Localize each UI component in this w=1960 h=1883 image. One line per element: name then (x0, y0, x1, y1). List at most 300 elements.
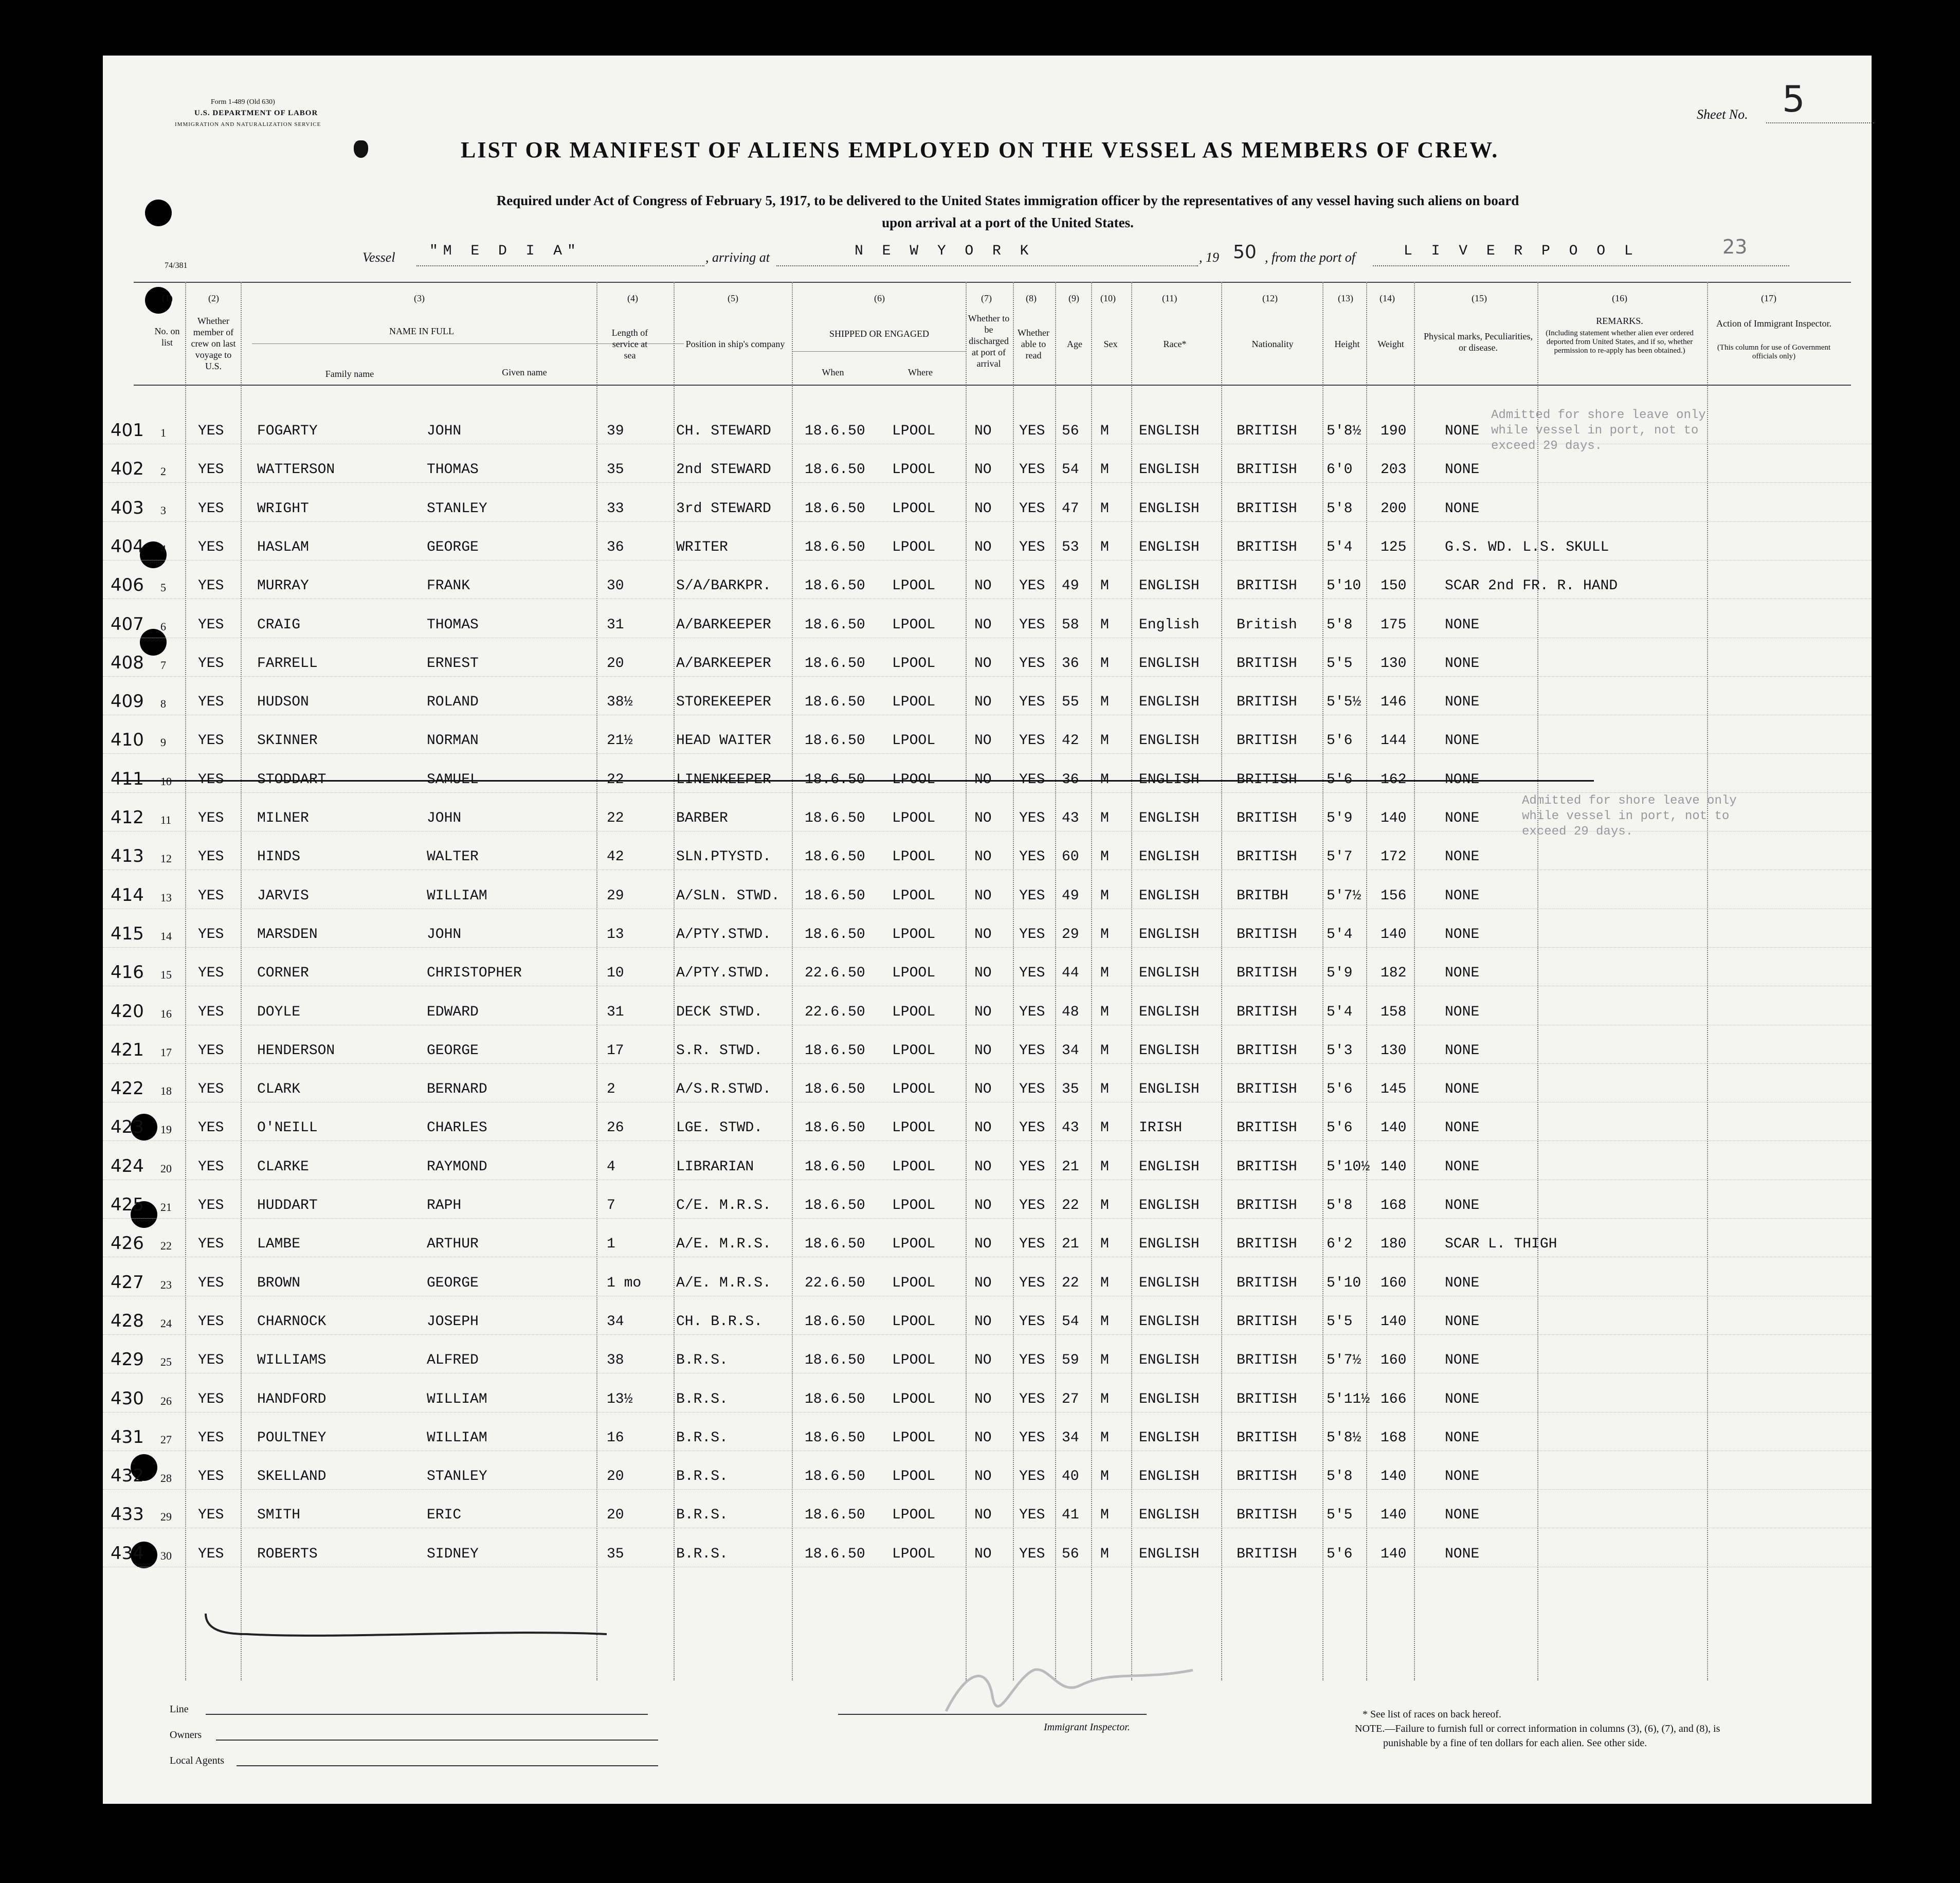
marks-cell: NONE (1445, 1507, 1480, 1524)
age-cell: 56 (1062, 423, 1079, 439)
where-cell: LPOOL (892, 1120, 936, 1136)
list-number: 18 (160, 1084, 172, 1098)
marks-cell: NONE (1445, 733, 1480, 749)
marks-cell: NONE (1445, 1391, 1480, 1407)
where-cell: LPOOL (892, 810, 936, 826)
when-cell: 18.6.50 (805, 1158, 865, 1175)
height-cell: 5'3 (1327, 1042, 1353, 1059)
sex-cell: M (1100, 617, 1109, 633)
position-cell: B.R.S. (676, 1352, 728, 1369)
service-cell: 17 (607, 1042, 624, 1059)
position-cell: HEAD WAITER (676, 733, 771, 749)
height-cell: 5'4 (1327, 539, 1353, 555)
marks-cell: NONE (1445, 1042, 1480, 1059)
list-number: 3 (160, 503, 166, 517)
manifest-sheet (103, 56, 1872, 1804)
weight-cell: 180 (1381, 1236, 1407, 1253)
position-cell: S/A/BARKPR. (676, 578, 771, 594)
sex-cell: M (1100, 1429, 1109, 1446)
list-number: 1 (160, 426, 166, 439)
line-number: 429 (111, 1349, 144, 1370)
weight-cell: 150 (1381, 578, 1407, 594)
family-cell: FOGARTY (257, 423, 318, 439)
nat-cell: BRITISH (1237, 655, 1297, 672)
col-num-1: (1) (162, 293, 173, 303)
col-header-remarks: REMARKS. (1596, 316, 1643, 326)
when-cell: 18.6.50 (805, 500, 865, 517)
marks-cell: NONE (1445, 1158, 1480, 1175)
col-num-8: (8) (1026, 293, 1037, 303)
marks-cell: NONE (1445, 462, 1480, 478)
given-cell: CHRISTOPHER (427, 965, 522, 982)
weight-cell: 140 (1381, 1313, 1407, 1330)
previous-voyage-cell: YES (198, 1507, 224, 1524)
disch-cell: NO (974, 888, 992, 904)
family-cell: DOYLE (257, 1004, 301, 1020)
height-cell: 5'7½ (1327, 1352, 1362, 1369)
disch-cell: NO (974, 1469, 992, 1485)
marks-cell: NONE (1445, 1081, 1480, 1098)
sex-cell: M (1100, 733, 1109, 749)
when-cell: 18.6.50 (805, 1236, 865, 1253)
line-number: 411 (111, 768, 144, 789)
disch-cell: NO (974, 771, 992, 788)
age-cell: 36 (1062, 771, 1079, 788)
sheet-number: 5 (1782, 78, 1805, 120)
service-cell: 16 (607, 1429, 624, 1446)
nat-cell: BRITISH (1237, 1313, 1297, 1330)
owners-label: Owners (170, 1729, 202, 1741)
disch-cell: NO (974, 500, 992, 517)
read-cell: YES (1019, 965, 1045, 982)
read-cell: YES (1019, 1546, 1045, 1562)
sex-cell: M (1100, 694, 1109, 711)
height-cell: 5'6 (1327, 1120, 1353, 1136)
marks-cell: SCAR L. THIGH (1445, 1236, 1557, 1253)
marks-cell: G.S. WD. L.S. SKULL (1445, 539, 1609, 555)
sex-cell: M (1100, 462, 1109, 478)
line-number: 410 (111, 730, 144, 751)
when-cell: 22.6.50 (805, 1275, 865, 1291)
previous-voyage-cell: YES (198, 617, 224, 633)
service-cell: 30 (607, 578, 624, 594)
col-num-9: (9) (1068, 293, 1079, 303)
age-cell: 43 (1062, 810, 1079, 826)
col-num-15: (15) (1472, 293, 1487, 303)
col-num-12: (12) (1262, 293, 1278, 303)
races-note: * See list of races on back hereof. (1363, 1709, 1501, 1720)
family-cell: O'NEILL (257, 1120, 318, 1136)
col-header-read: Whether able to read (1018, 328, 1049, 360)
when-cell: 18.6.50 (805, 655, 865, 672)
where-cell: LPOOL (892, 1004, 936, 1020)
year-suffix: 50 (1233, 242, 1257, 263)
col-header-inspector-action: Action of Immigrant Inspector. (1716, 318, 1831, 329)
given-cell: JOHN (427, 810, 462, 826)
age-cell: 48 (1062, 1004, 1079, 1020)
list-number: 16 (160, 1007, 172, 1020)
nat-cell: BRITISH (1237, 771, 1297, 788)
sex-cell: M (1100, 1198, 1109, 1214)
marks-cell: NONE (1445, 1469, 1480, 1485)
list-number: 9 (160, 736, 166, 749)
family-cell: WRIGHT (257, 500, 309, 517)
shore-leave-stamp: Admitted for shore leave only while vessel in port, not to exceed 29 days. (1491, 408, 1706, 453)
col-num-7: (7) (981, 293, 992, 303)
marks-cell: NONE (1445, 1275, 1480, 1291)
given-cell: STANLEY (427, 500, 487, 517)
col-num-11: (11) (1162, 293, 1177, 303)
service-cell: 4 (607, 1158, 615, 1175)
weight-cell: 145 (1381, 1081, 1407, 1098)
height-cell: 5'7½ (1327, 888, 1362, 904)
list-number: 30 (160, 1549, 172, 1562)
col-header-race: Race* (1163, 339, 1187, 349)
height-cell: 5'8 (1327, 617, 1353, 633)
line-number: 430 (111, 1388, 144, 1409)
read-cell: YES (1019, 1042, 1045, 1059)
given-cell: ERNEST (427, 655, 479, 672)
position-cell: 3rd STEWARD (676, 500, 771, 517)
nat-cell: BRITISH (1237, 500, 1297, 517)
family-cell: ROBERTS (257, 1546, 318, 1562)
age-cell: 56 (1062, 1546, 1079, 1562)
given-cell: ROLAND (427, 694, 479, 711)
age-cell: 54 (1062, 1313, 1079, 1330)
given-cell: WILLIAM (427, 1429, 487, 1446)
service-cell: 13½ (607, 1391, 633, 1407)
list-number: 10 (160, 774, 172, 788)
weight-cell: 146 (1381, 694, 1407, 711)
when-cell: 18.6.50 (805, 1429, 865, 1446)
family-cell: WATTERSON (257, 462, 335, 478)
family-cell: MARSDEN (257, 926, 318, 943)
where-cell: LPOOL (892, 1275, 936, 1291)
list-number: 24 (160, 1316, 172, 1330)
previous-voyage-cell: YES (198, 733, 224, 749)
nat-cell: BRITISH (1237, 1391, 1297, 1407)
race-cell: ENGLISH (1139, 771, 1200, 788)
where-cell: LPOOL (892, 965, 936, 982)
where-cell: LPOOL (892, 1469, 936, 1485)
read-cell: YES (1019, 1429, 1045, 1446)
previous-voyage-cell: YES (198, 965, 224, 982)
read-cell: YES (1019, 888, 1045, 904)
height-cell: 5'4 (1327, 926, 1353, 943)
height-cell: 5'5½ (1327, 694, 1362, 711)
read-cell: YES (1019, 1275, 1045, 1291)
previous-voyage-cell: YES (198, 1352, 224, 1369)
service-cell: 35 (607, 462, 624, 478)
read-cell: YES (1019, 1236, 1045, 1253)
line-number: 414 (111, 884, 144, 906)
year-prefix: , 19 (1199, 250, 1219, 265)
previous-voyage-cell: YES (198, 1546, 224, 1562)
previous-voyage-cell: YES (198, 1469, 224, 1485)
disch-cell: NO (974, 1507, 992, 1524)
when-cell: 18.6.50 (805, 1507, 865, 1524)
when-cell: 18.6.50 (805, 578, 865, 594)
col-num-10: (10) (1100, 293, 1116, 303)
list-number: 4 (160, 542, 166, 555)
sex-cell: M (1100, 655, 1109, 672)
height-cell: 5'10½ (1327, 1158, 1370, 1175)
given-cell: SIDNEY (427, 1546, 479, 1562)
list-number: 28 (160, 1472, 172, 1485)
height-cell: 5'10 (1327, 1275, 1362, 1291)
where-cell: LPOOL (892, 888, 936, 904)
disch-cell: NO (974, 849, 992, 865)
disch-cell: NO (974, 1004, 992, 1020)
position-cell: A/E. M.R.S. (676, 1275, 771, 1291)
age-cell: 59 (1062, 1352, 1079, 1369)
position-cell: B.R.S. (676, 1469, 728, 1485)
family-cell: LAMBE (257, 1236, 301, 1253)
col-num-16: (16) (1612, 293, 1627, 303)
nat-cell: BRITISH (1237, 1469, 1297, 1485)
weight-cell: 158 (1381, 1004, 1407, 1020)
disch-cell: NO (974, 1391, 992, 1407)
position-cell: A/E. M.R.S. (676, 1236, 771, 1253)
when-cell: 18.6.50 (805, 733, 865, 749)
position-cell: S.R. STWD. (676, 1042, 763, 1059)
family-cell: HANDFORD (257, 1391, 326, 1407)
list-number: 27 (160, 1433, 172, 1446)
age-cell: 43 (1062, 1120, 1079, 1136)
family-cell: STODDART (257, 771, 326, 788)
requirement-line-2: upon arrival at a port of the United States. (882, 215, 1134, 230)
weight-cell: 175 (1381, 617, 1407, 633)
disch-cell: NO (974, 1198, 992, 1214)
given-cell: ARTHUR (427, 1236, 479, 1253)
previous-voyage-cell: YES (198, 888, 224, 904)
sex-cell: M (1100, 926, 1109, 943)
end-of-list-flourish (185, 1598, 699, 1701)
service-cell: 7 (607, 1198, 615, 1214)
when-cell: 18.6.50 (805, 1120, 865, 1136)
nat-cell: British (1237, 617, 1297, 633)
line-number: 401 (111, 420, 144, 441)
read-cell: YES (1019, 1158, 1045, 1175)
disch-cell: NO (974, 1042, 992, 1059)
family-cell: HASLAM (257, 539, 309, 555)
list-number: 20 (160, 1162, 172, 1175)
height-cell: 5'6 (1327, 1546, 1353, 1562)
when-cell: 18.6.50 (805, 423, 865, 439)
height-cell: 5'8½ (1327, 423, 1362, 439)
position-cell: LINENKEEPER (676, 771, 771, 788)
nat-cell: BRITISH (1237, 578, 1297, 594)
marks-cell: NONE (1445, 655, 1480, 672)
marks-cell: NONE (1445, 694, 1480, 711)
given-cell: THOMAS (427, 617, 479, 633)
nat-cell: BRITISH (1237, 1352, 1297, 1369)
race-cell: English (1139, 617, 1200, 633)
age-cell: 34 (1062, 1429, 1079, 1446)
position-cell: A/SLN. STWD. (676, 888, 780, 904)
weight-cell: 140 (1381, 1469, 1407, 1485)
disch-cell: NO (974, 1313, 992, 1330)
list-number: 8 (160, 697, 166, 711)
given-cell: WILLIAM (427, 888, 487, 904)
given-cell: WALTER (427, 849, 479, 865)
family-cell: MILNER (257, 810, 309, 826)
line-number: 408 (111, 652, 144, 673)
given-cell: JOSEPH (427, 1313, 479, 1330)
previous-voyage-cell: YES (198, 655, 224, 672)
age-cell: 54 (1062, 462, 1079, 478)
race-cell: ENGLISH (1139, 462, 1200, 478)
given-cell: ERIC (427, 1507, 462, 1524)
position-cell: CH. STEWARD (676, 423, 771, 439)
age-cell: 44 (1062, 965, 1079, 982)
weight-cell: 168 (1381, 1198, 1407, 1214)
service-cell: 35 (607, 1546, 624, 1562)
previous-voyage-cell: YES (198, 1391, 224, 1407)
line-number: 433 (111, 1504, 144, 1525)
read-cell: YES (1019, 1391, 1045, 1407)
position-cell: 2nd STEWARD (676, 462, 771, 478)
marks-cell: NONE (1445, 1429, 1480, 1446)
line-number: 420 (111, 1001, 144, 1022)
where-cell: LPOOL (892, 462, 936, 478)
col-header-height: Height (1334, 339, 1360, 349)
where-cell: LPOOL (892, 1391, 936, 1407)
height-cell: 5'5 (1327, 655, 1353, 672)
given-cell: EDWARD (427, 1004, 479, 1020)
service-cell: 2 (607, 1081, 615, 1098)
sex-cell: M (1100, 849, 1109, 865)
weight-cell: 140 (1381, 1507, 1407, 1524)
service-cell: 1 mo (607, 1275, 642, 1291)
sex-cell: M (1100, 539, 1109, 555)
nat-cell: BRITISH (1237, 1429, 1297, 1446)
family-cell: HENDERSON (257, 1042, 335, 1059)
col-header-physical-marks: Physical marks, Peculiarities, or disease. (1424, 331, 1533, 353)
family-cell: CLARKE (257, 1158, 309, 1175)
sex-cell: M (1100, 1081, 1109, 1098)
nat-cell: BRITISH (1237, 423, 1297, 439)
weight-cell: 190 (1381, 423, 1407, 439)
race-cell: ENGLISH (1139, 694, 1200, 711)
list-number: 25 (160, 1355, 172, 1369)
weight-cell: 162 (1381, 771, 1407, 788)
service-cell: 33 (607, 500, 624, 517)
read-cell: YES (1019, 1004, 1045, 1020)
marks-cell: NONE (1445, 1352, 1480, 1369)
when-cell: 18.6.50 (805, 810, 865, 826)
marks-cell: NONE (1445, 888, 1480, 904)
disch-cell: NO (974, 1081, 992, 1098)
position-cell: B.R.S. (676, 1546, 728, 1562)
position-cell: WRITER (676, 539, 728, 555)
service-cell: 1 (607, 1236, 615, 1253)
col-num-5: (5) (728, 293, 738, 303)
read-cell: YES (1019, 423, 1045, 439)
disch-cell: NO (974, 423, 992, 439)
race-cell: ENGLISH (1139, 888, 1200, 904)
position-cell: CH. B.R.S. (676, 1313, 763, 1330)
where-cell: LPOOL (892, 694, 936, 711)
race-cell: ENGLISH (1139, 578, 1200, 594)
where-cell: LPOOL (892, 1158, 936, 1175)
previous-voyage-cell: YES (198, 1198, 224, 1214)
given-cell: ALFRED (427, 1352, 479, 1369)
previous-voyage-cell: YES (198, 771, 224, 788)
height-cell: 5'8 (1327, 1198, 1353, 1214)
line-number: 423 (111, 1117, 144, 1138)
sex-cell: M (1100, 1042, 1109, 1059)
vessel-name: "M E D I A" (429, 243, 581, 259)
col-header-discharged: Whether to be discharged at port of arrival (968, 313, 1010, 369)
age-cell: 55 (1062, 694, 1079, 711)
line-number: 409 (111, 691, 144, 712)
where-cell: LPOOL (892, 1546, 936, 1562)
from-port-label: , from the port of (1265, 250, 1355, 265)
weight-cell: 168 (1381, 1429, 1407, 1446)
list-number: 22 (160, 1239, 172, 1253)
where-cell: LPOOL (892, 771, 936, 788)
given-cell: FRANK (427, 578, 470, 594)
read-cell: YES (1019, 1198, 1045, 1214)
age-cell: 22 (1062, 1275, 1079, 1291)
family-cell: BROWN (257, 1275, 301, 1291)
age-cell: 49 (1062, 578, 1079, 594)
service-cell: 34 (607, 1313, 624, 1330)
previous-voyage-cell: YES (198, 1120, 224, 1136)
col-num-14: (14) (1380, 293, 1395, 303)
previous-voyage-cell: YES (198, 1042, 224, 1059)
family-cell: CLARK (257, 1081, 301, 1098)
disch-cell: NO (974, 462, 992, 478)
height-cell: 5'9 (1327, 965, 1353, 982)
nat-cell: BRITISH (1237, 1546, 1297, 1562)
col-header-shipped: SHIPPED OR ENGAGED (829, 329, 929, 339)
service-cell: 38½ (607, 694, 633, 711)
col-num-4: (4) (627, 293, 638, 303)
family-cell: SKELLAND (257, 1469, 326, 1485)
given-cell: CHARLES (427, 1120, 487, 1136)
nat-cell: BRITISH (1237, 926, 1297, 943)
col-num-13: (13) (1338, 293, 1353, 303)
previous-voyage-cell: YES (198, 423, 224, 439)
family-cell: POULTNEY (257, 1429, 326, 1446)
previous-voyage-cell: YES (198, 500, 224, 517)
marks-cell: NONE (1445, 849, 1480, 865)
height-cell: 6'0 (1327, 462, 1353, 478)
col-header-where: Where (908, 367, 933, 377)
when-cell: 18.6.50 (805, 1391, 865, 1407)
departure-port: L I V E R P O O L (1404, 243, 1638, 259)
line-number: 431 (111, 1426, 144, 1447)
list-number: 23 (160, 1278, 172, 1291)
weight-cell: 172 (1381, 849, 1407, 865)
service-cell: 22 (607, 771, 624, 788)
position-cell: A/PTY.STWD. (676, 926, 771, 943)
age-cell: 27 (1062, 1391, 1079, 1407)
race-cell: IRISH (1139, 1120, 1183, 1136)
race-cell: ENGLISH (1139, 733, 1200, 749)
sex-cell: M (1100, 1275, 1109, 1291)
service-cell: 29 (607, 888, 624, 904)
where-cell: LPOOL (892, 733, 936, 749)
marks-cell: NONE (1445, 965, 1480, 982)
previous-voyage-cell: YES (198, 578, 224, 594)
sex-cell: M (1100, 1236, 1109, 1253)
disch-cell: NO (974, 1236, 992, 1253)
read-cell: YES (1019, 1507, 1045, 1524)
service-cell: 42 (607, 849, 624, 865)
